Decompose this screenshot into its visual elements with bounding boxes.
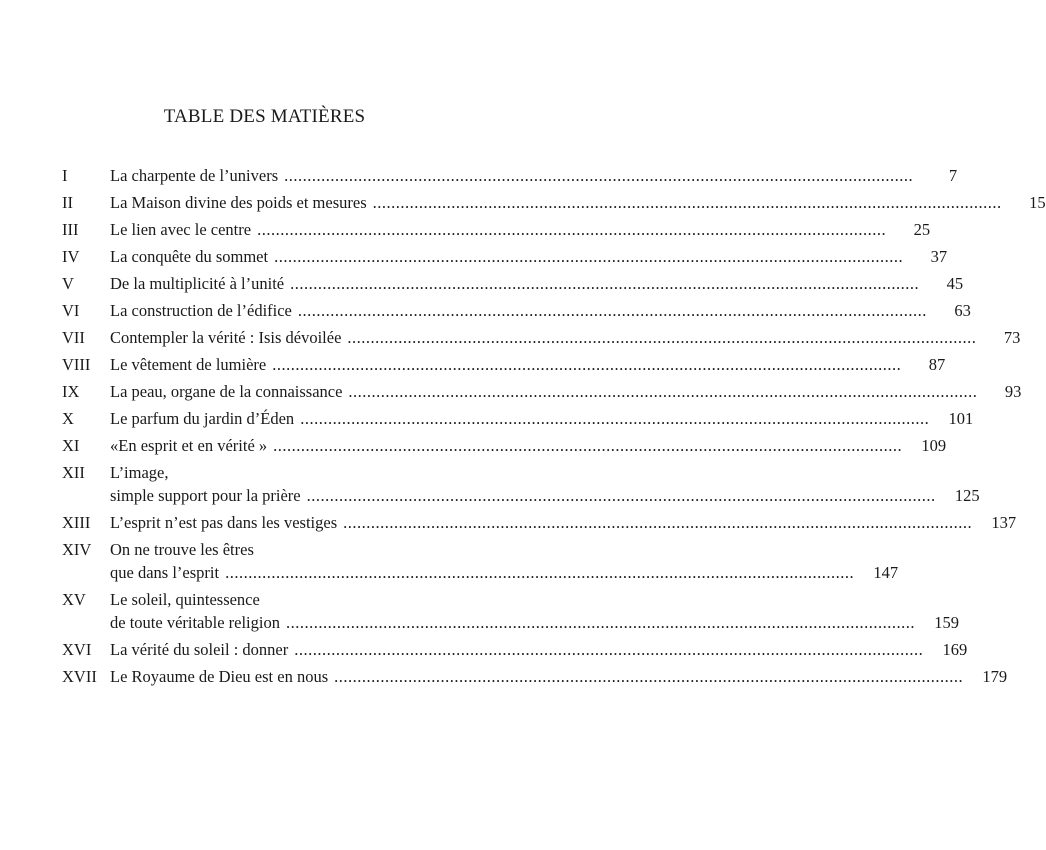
chapter-title-block	[110, 272, 963, 295]
chapter-number: X	[62, 409, 74, 428]
dot-leader	[274, 245, 903, 268]
page-title: TABLE DES MATIÈRES	[163, 106, 366, 127]
toc-entry	[62, 164, 958, 187]
dot-leader	[294, 638, 923, 661]
chapter-title-line: La peau, organe de la connaissance	[110, 382, 343, 401]
page-number: 45	[946, 274, 964, 293]
chapter-title-block	[110, 665, 1007, 688]
chapter-title-block	[110, 353, 945, 376]
toc-entry	[62, 272, 964, 295]
toc-entry	[62, 299, 971, 322]
chapter-title-line: La construction de l’édifice	[110, 301, 292, 320]
chapter-title-line: De la multiplicité à l’unité	[110, 274, 285, 293]
chapter-title-block	[110, 191, 1046, 214]
page-number: 93	[1004, 382, 1022, 401]
chapter-title-last-line	[110, 511, 1016, 534]
chapter-title-line: Le lien avec le centre	[110, 220, 252, 239]
chapter-number: II	[62, 193, 73, 212]
page-number: 109	[921, 436, 947, 455]
chapter-title-line: Contempler la vérité : Isis dévoilée	[110, 328, 342, 347]
toc-entry	[62, 588, 959, 634]
toc-entry	[62, 638, 968, 661]
toc-entry	[62, 461, 980, 507]
chapter-number: XII	[62, 463, 85, 482]
chapter-title-block	[110, 245, 947, 268]
chapter-title-last-line	[110, 272, 963, 295]
chapter-title-line: La charpente de l’univers	[110, 166, 279, 185]
dot-leader	[373, 191, 1002, 214]
chapter-number: VI	[62, 301, 80, 320]
chapter-number: XIV	[62, 540, 92, 559]
chapter-number: XV	[62, 590, 86, 609]
dot-leader	[225, 561, 854, 584]
toc-entry	[62, 326, 1021, 349]
dot-leader	[343, 511, 972, 534]
page-number: 169	[942, 640, 968, 659]
chapter-title-line: L’image,	[110, 463, 169, 482]
chapter-title-last-line	[110, 611, 959, 634]
chapter-number: VIII	[62, 355, 91, 374]
page-number: 73	[1003, 328, 1021, 347]
chapter-number: XI	[62, 436, 80, 455]
dot-leader	[257, 218, 886, 241]
dot-leader	[290, 272, 919, 295]
chapter-title-last-line	[110, 164, 957, 187]
page-number: 147	[873, 563, 899, 582]
dot-leader	[286, 611, 915, 634]
toc-entry	[62, 434, 947, 457]
chapter-title-last-line	[110, 245, 947, 268]
chapter-title-block	[110, 588, 959, 634]
chapter-title-line: «En esprit et en vérité »	[110, 436, 268, 455]
chapter-title-block	[110, 538, 898, 584]
toc-entry	[62, 353, 946, 376]
toc-entry	[62, 245, 948, 268]
chapter-number: IV	[62, 247, 80, 266]
table-of-contents	[62, 164, 1046, 692]
chapter-title-block	[110, 299, 971, 322]
page-number: 87	[928, 355, 946, 374]
toc-entry	[62, 380, 1022, 403]
chapter-title-line: On ne trouve les êtres	[110, 540, 254, 559]
page-number: 137	[991, 513, 1017, 532]
page-number: 25	[913, 220, 931, 239]
chapter-number: IX	[62, 382, 80, 401]
chapter-title-block	[110, 326, 1020, 349]
chapter-title-line: La Maison divine des poids et mesures	[110, 193, 367, 212]
dot-leader	[298, 299, 927, 322]
chapter-title-block	[110, 407, 973, 430]
toc-entry	[62, 218, 931, 241]
dot-leader	[307, 484, 936, 507]
chapter-title-line: L’esprit n’est pas dans les vestiges	[110, 513, 338, 532]
page-number: 7	[948, 166, 958, 185]
chapter-title-block	[110, 218, 930, 241]
chapter-title-line: La conquête du sommet	[110, 247, 269, 266]
chapter-number: VII	[62, 328, 85, 347]
toc-entry	[62, 511, 1017, 534]
dot-leader	[348, 380, 977, 403]
page-number: 125	[954, 486, 980, 505]
toc-entry	[62, 538, 899, 584]
page-number: 63	[954, 301, 971, 320]
chapter-title-last-line	[110, 326, 1020, 349]
chapter-title-block	[110, 638, 967, 661]
page-number: 37	[930, 247, 948, 266]
page-number: 179	[982, 667, 1008, 686]
chapter-title-last-line	[110, 299, 971, 322]
chapter-title-line: de toute véritable religion	[110, 613, 280, 632]
dot-leader	[284, 164, 913, 187]
page-number: 15	[1029, 193, 1046, 212]
chapter-title-block	[110, 434, 946, 457]
dot-leader	[334, 665, 963, 688]
chapter-title-block	[110, 164, 957, 187]
page-number: 159	[934, 613, 959, 632]
chapter-title-line: Le vêtement de lumière	[110, 355, 267, 374]
dot-leader	[272, 353, 901, 376]
chapter-title-last-line	[110, 665, 1007, 688]
chapter-title-last-line	[110, 353, 945, 376]
chapter-title-last-line	[110, 218, 930, 241]
chapter-title-last-line	[110, 484, 980, 507]
chapter-title-line: Le parfum du jardin d’Éden	[110, 409, 295, 428]
chapter-number: XVII	[62, 667, 97, 686]
toc-entry	[62, 191, 1046, 214]
toc-entry	[62, 665, 1008, 688]
chapter-title-block	[110, 380, 1021, 403]
chapter-title-line: Le soleil, quintessence	[110, 590, 260, 609]
chapter-title-line: que dans l’esprit	[110, 563, 220, 582]
chapter-number: V	[62, 274, 74, 293]
dot-leader	[300, 407, 929, 430]
chapter-title-last-line	[110, 191, 1046, 214]
chapter-title-block	[110, 511, 1016, 534]
chapter-title-block	[110, 461, 980, 507]
page-number: 101	[948, 409, 974, 428]
chapter-title-line: Le Royaume de Dieu est en nous	[110, 667, 329, 686]
chapter-title-last-line	[110, 380, 1021, 403]
chapter-title-last-line	[110, 434, 946, 457]
chapter-number: I	[62, 166, 68, 185]
chapter-title-last-line	[110, 561, 898, 584]
chapter-number: XIII	[62, 513, 91, 532]
chapter-title-line: simple support pour la prière	[110, 486, 301, 505]
chapter-title-line: La vérité du soleil : donner	[110, 640, 289, 659]
chapter-title-last-line	[110, 407, 973, 430]
chapter-number: XVI	[62, 640, 92, 659]
chapter-number: III	[62, 220, 79, 239]
toc-entry	[62, 407, 974, 430]
dot-leader	[273, 434, 902, 457]
chapter-title-last-line	[110, 638, 967, 661]
dot-leader	[347, 326, 976, 349]
